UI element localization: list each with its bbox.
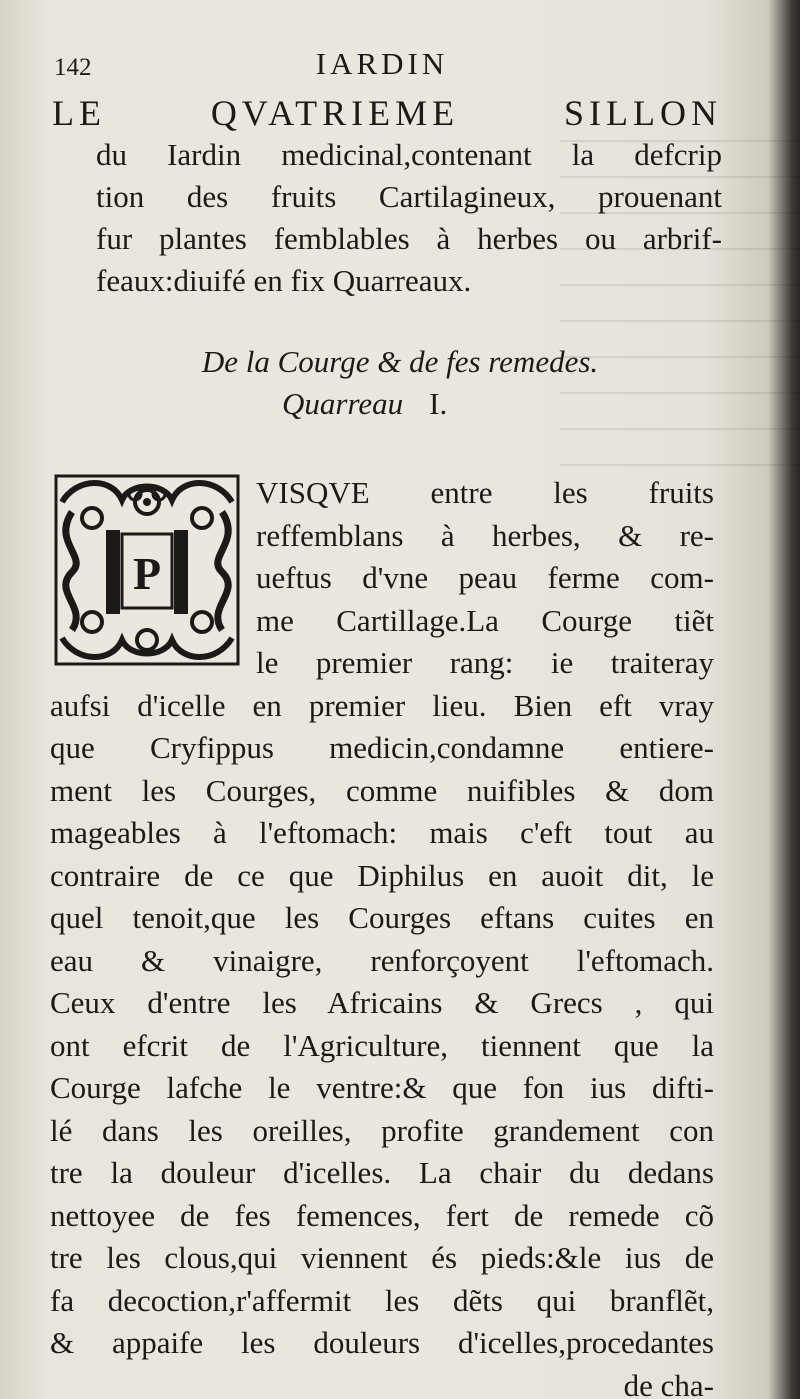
body-line: que Cryfippus medicin,condamne entiere- [50,730,714,765]
chapter-subtitle [96,134,722,302]
quarreau-label [282,386,447,422]
body-line: reffemblans à herbes, & re- [256,517,714,553]
page-number: 142 [54,54,92,81]
body-line: & appaife les douleurs d'icelles,procedantes [50,1325,714,1360]
body-line: fa decoction,r'affermit les dẽts qui branflẽt, [50,1282,714,1318]
body-line: nettoyee de fes femences, fert de remede cõ [50,1197,714,1233]
body-line: Courge lafche le ventre:& que fon ius difti- [50,1070,714,1105]
body-line: VISQVE entre les fruits [256,475,714,510]
body-line: ueftus d'vne peau ferme com- [256,560,714,595]
body-line: tre les clous,qui viennent és pieds:&le ius de [50,1240,714,1275]
section-title: De la Courge & de fes remedes. [201,344,599,379]
body-text [50,472,714,1399]
body-line: eau & vinaigre, renforçoyent l'eftomach. [50,942,714,978]
body-line: lé dans les oreilles, profite grandement con [50,1112,714,1148]
chapter-heading-word: SILLON [563,93,722,133]
body-line: quel tenoit,que les Courges eftans cuites en [50,900,714,935]
body-line: ont efcrit de l'Agriculture, tiennent que la [50,1027,714,1063]
running-head: IARDIN [315,46,449,81]
subtitle-line: feaux:diuifé en fix Quarreaux. [96,263,472,298]
body-line: ment les Courges, comme nuifibles & dom [50,772,714,808]
body-line: Ceux d'entre les Africains & Grecs , qui [50,985,714,1020]
catchword: de cha- [623,1367,714,1399]
body-line: mageables à l'eftomach: mais c'eft tout au [50,815,714,850]
quarreau-numeral: I. [429,386,448,421]
subtitle-line: tion des fruits Cartilagineux, prouenant [96,179,722,214]
body-line: me Cartillage.La Courge tiẽt [256,602,714,638]
chapter-heading-word: LE [52,93,106,133]
body-line: contraire de ce que Diphilus en auoit dit, le [50,857,714,893]
subtitle-line: du Iardin medicinal,contenant la defcrip [96,137,722,172]
quarreau-word: Quarreau [282,386,404,421]
chapter-heading [52,92,722,134]
drop-cap-letter: P [132,548,162,599]
chapter-heading-word: QVATRIEME [210,93,460,133]
subtitle-line: fur plantes femblables à herbes ou arbrif- [96,221,722,256]
page-header [52,40,712,84]
body-line: tre la douleur d'icelles. La chair du dedans [50,1155,714,1190]
body-line: aufsi d'icelle en premier lieu. Bien eft vray [50,687,714,723]
body-line: le premier rang: ie traiteray [256,645,714,680]
